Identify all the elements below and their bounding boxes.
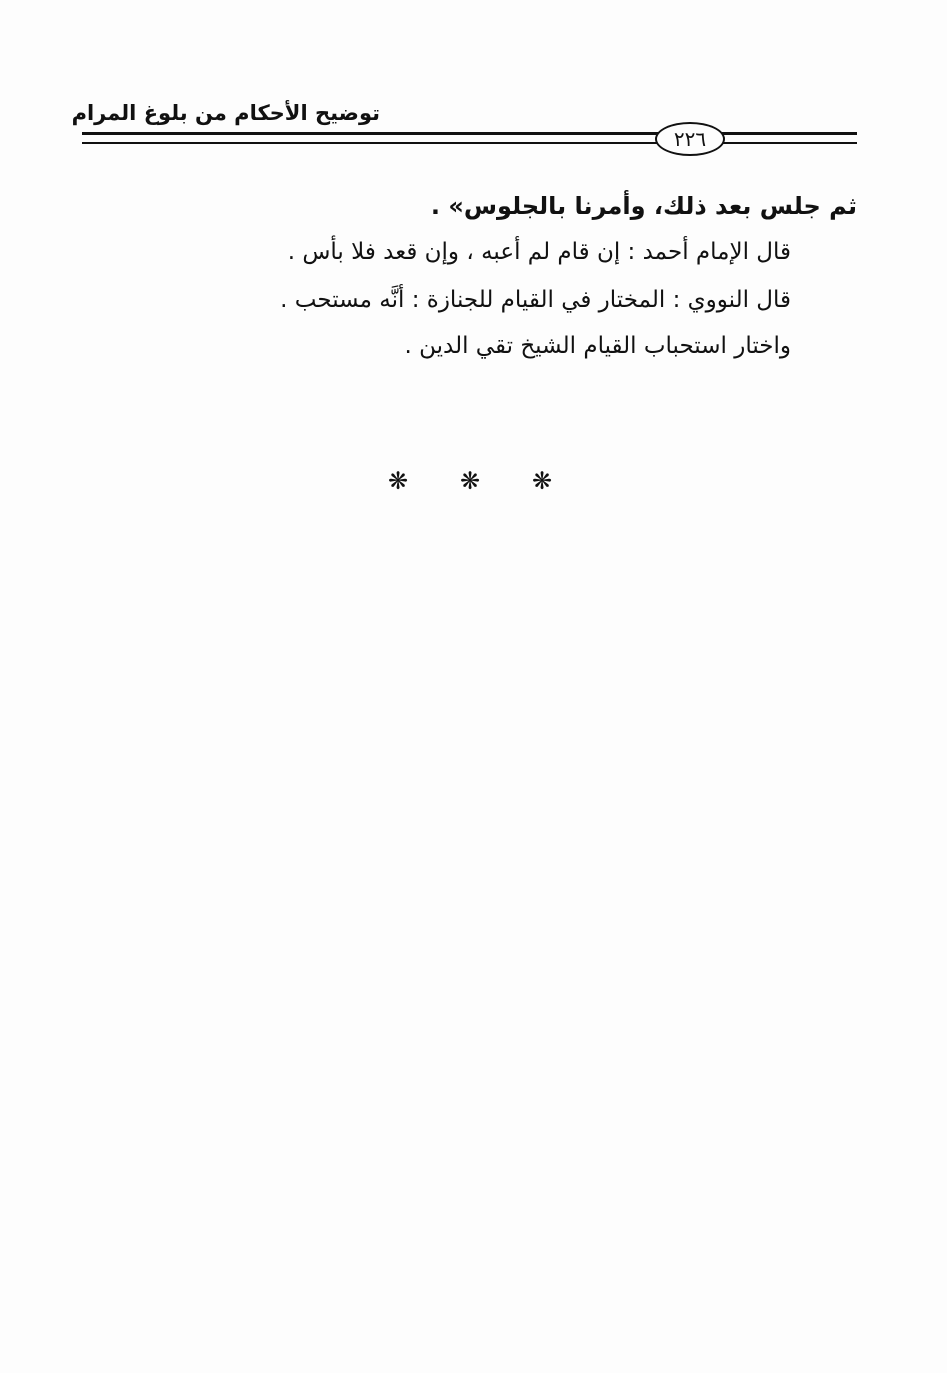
section-divider <box>380 466 560 496</box>
divider-star-icon: ❋ <box>387 467 409 495</box>
running-head-title: توضيح الأحكام من بلوغ المرام <box>71 101 380 125</box>
header-rule-bottom <box>82 142 857 144</box>
text-line-4: واختار استحباب القيام الشيخ تقي الدين . <box>404 333 791 359</box>
divider-star-icon: ❋ <box>459 467 481 495</box>
text-line-3: قال النووي : المختار في القيام للجنازة : أنَّه مستحب . <box>280 287 791 313</box>
text-line-2: قال الإمام أحمد : إن قام لم أعبه ، وإن قعد فلا بأس . <box>287 239 791 265</box>
page-number-badge: ٢٢٦ <box>655 122 725 156</box>
header-rule-top <box>82 132 857 135</box>
divider-star-icon: ❋ <box>531 467 553 495</box>
text-line-1: ثم جلس بعد ذلك، وأمرنا بالجلوس» . <box>430 192 857 220</box>
